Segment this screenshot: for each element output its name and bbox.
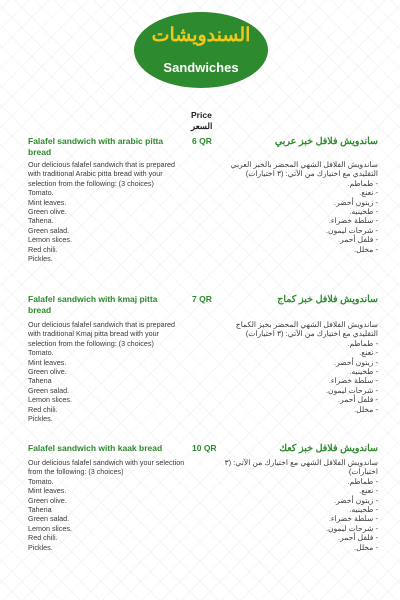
option-item-arabic: - نعنع. [359,486,378,496]
option-item: Green salad. [28,225,70,235]
option-item: Tahena [28,505,52,515]
header-title: Sandwiches [163,60,239,75]
option-item-arabic: - طحينيه. [349,207,378,217]
option-item: Green olive. [28,495,67,505]
item-title: Falafel sandwich with kaak bread [28,443,163,453]
option-item: Tomato. [28,188,54,198]
option-item-arabic: - مخلل. [354,404,378,414]
option-item-arabic: - طحينيه. [349,367,378,377]
item-description [28,160,188,263]
option-item-arabic: - نعنع. [359,348,378,358]
item-title-arabic: ساندويش فلافل خبز عربي [274,136,378,147]
option-item: Tomato. [28,348,54,358]
price-column-header [191,110,231,132]
option-item: Tahena [28,376,52,386]
option-item-arabic: - فلفل أحمر. [338,533,378,543]
option-item: Pickles. [28,542,53,552]
option-item-arabic: - زيتون أخضر. [333,357,378,367]
option-item-arabic: - فلفل أحمر. [338,395,378,405]
item-title: Falafel sandwich with arabic pitta bread [28,136,164,157]
item-description-text: Our delicious falafel sandwich that is prepared with traditional Arabic pitta bread with your selection from the following: (3 choices) [28,160,176,188]
item-price: 6 QR [192,136,212,146]
option-item: Lemon slices. [28,395,72,405]
option-item: Red chili. [28,404,58,414]
option-item-arabic: - شرحات ليمون. [325,225,378,235]
option-item-arabic: - سلطة خضراء. [328,216,378,226]
option-item-arabic: - شرحات ليمون. [325,523,378,533]
option-item-arabic: - طماطم. [347,476,378,486]
item-title-arabic: ساندويش فلافل خبز كعك [279,443,378,454]
option-item-arabic: - سلطة خضراء. [328,514,378,524]
item-price: 10 QR [192,443,217,453]
option-item-arabic: - شرحات ليمون. [325,385,378,395]
item-description-arabic [222,160,378,254]
option-item-arabic: - طماطم. [347,178,378,188]
price-header-english: Price [191,110,212,120]
option-item-arabic: - نعنع. [359,188,378,198]
header-title-arabic: السندويشات [151,24,251,46]
item-description-arabic-text: ساندويش الفلافل الشهي مع اختيارك من الآتي: (٣ اختيارات) [224,458,378,477]
item-description-text: Our delicious falafel sandwich that is prepared with traditional Kmaj pitta bread with your selection from the following: (3 choices) [28,320,176,348]
item-description-arabic [222,320,378,414]
item-title: Falafel sandwich with kmaj pitta bread [28,294,158,315]
option-item: Pickles. [28,254,53,264]
item-description-arabic [222,458,378,552]
option-item: Lemon slices. [28,235,72,245]
option-item-arabic: - سلطة خضراء. [328,376,378,386]
item-description-text: Our delicious falafel sandwich with your selection from the following: (3 choices) [28,458,185,477]
option-item: Mint leaves. [28,357,67,367]
option-item: Mint leaves. [28,486,67,496]
option-item-arabic: - طحينيه. [349,505,378,515]
option-item: Red chili. [28,533,58,543]
option-item-arabic: - طماطم. [347,338,378,348]
option-item-arabic: - فلفل أحمر. [338,235,378,245]
option-item: Pickles. [28,414,53,424]
option-item: Green olive. [28,367,67,377]
option-item: Mint leaves. [28,197,67,207]
option-item: Green salad. [28,385,70,395]
option-item: Lemon slices. [28,523,72,533]
option-item-arabic: - زيتون أخضر. [333,495,378,505]
price-header-arabic: السعر [191,121,213,131]
item-description-arabic-text: ساندويش الفلافل الشهي المحضر بالخبز العربي التقليدي مع اختيارك من الآتي: (٣ اختيارات) [230,160,378,179]
option-item-arabic: - مخلل. [354,542,378,552]
option-item: Tomato. [28,476,54,486]
option-item-arabic: - زيتون أخضر. [333,197,378,207]
option-item: Green olive. [28,207,67,217]
option-item: Red chili. [28,244,58,254]
option-item: Green salad. [28,514,70,524]
item-description [28,458,188,552]
item-price: 7 QR [192,294,212,304]
option-item: Tahena. [28,216,54,226]
item-description-arabic-text: ساندويش الفلافل الشهي المحضر بخبز الكماج التقليدي مع اختيارك من الآتي: (٣ اختيارات) [235,320,378,339]
item-title-arabic: ساندويش فلافل خبز كماج [277,294,378,305]
option-item-arabic: - مخلل. [354,244,378,254]
item-description [28,320,188,423]
